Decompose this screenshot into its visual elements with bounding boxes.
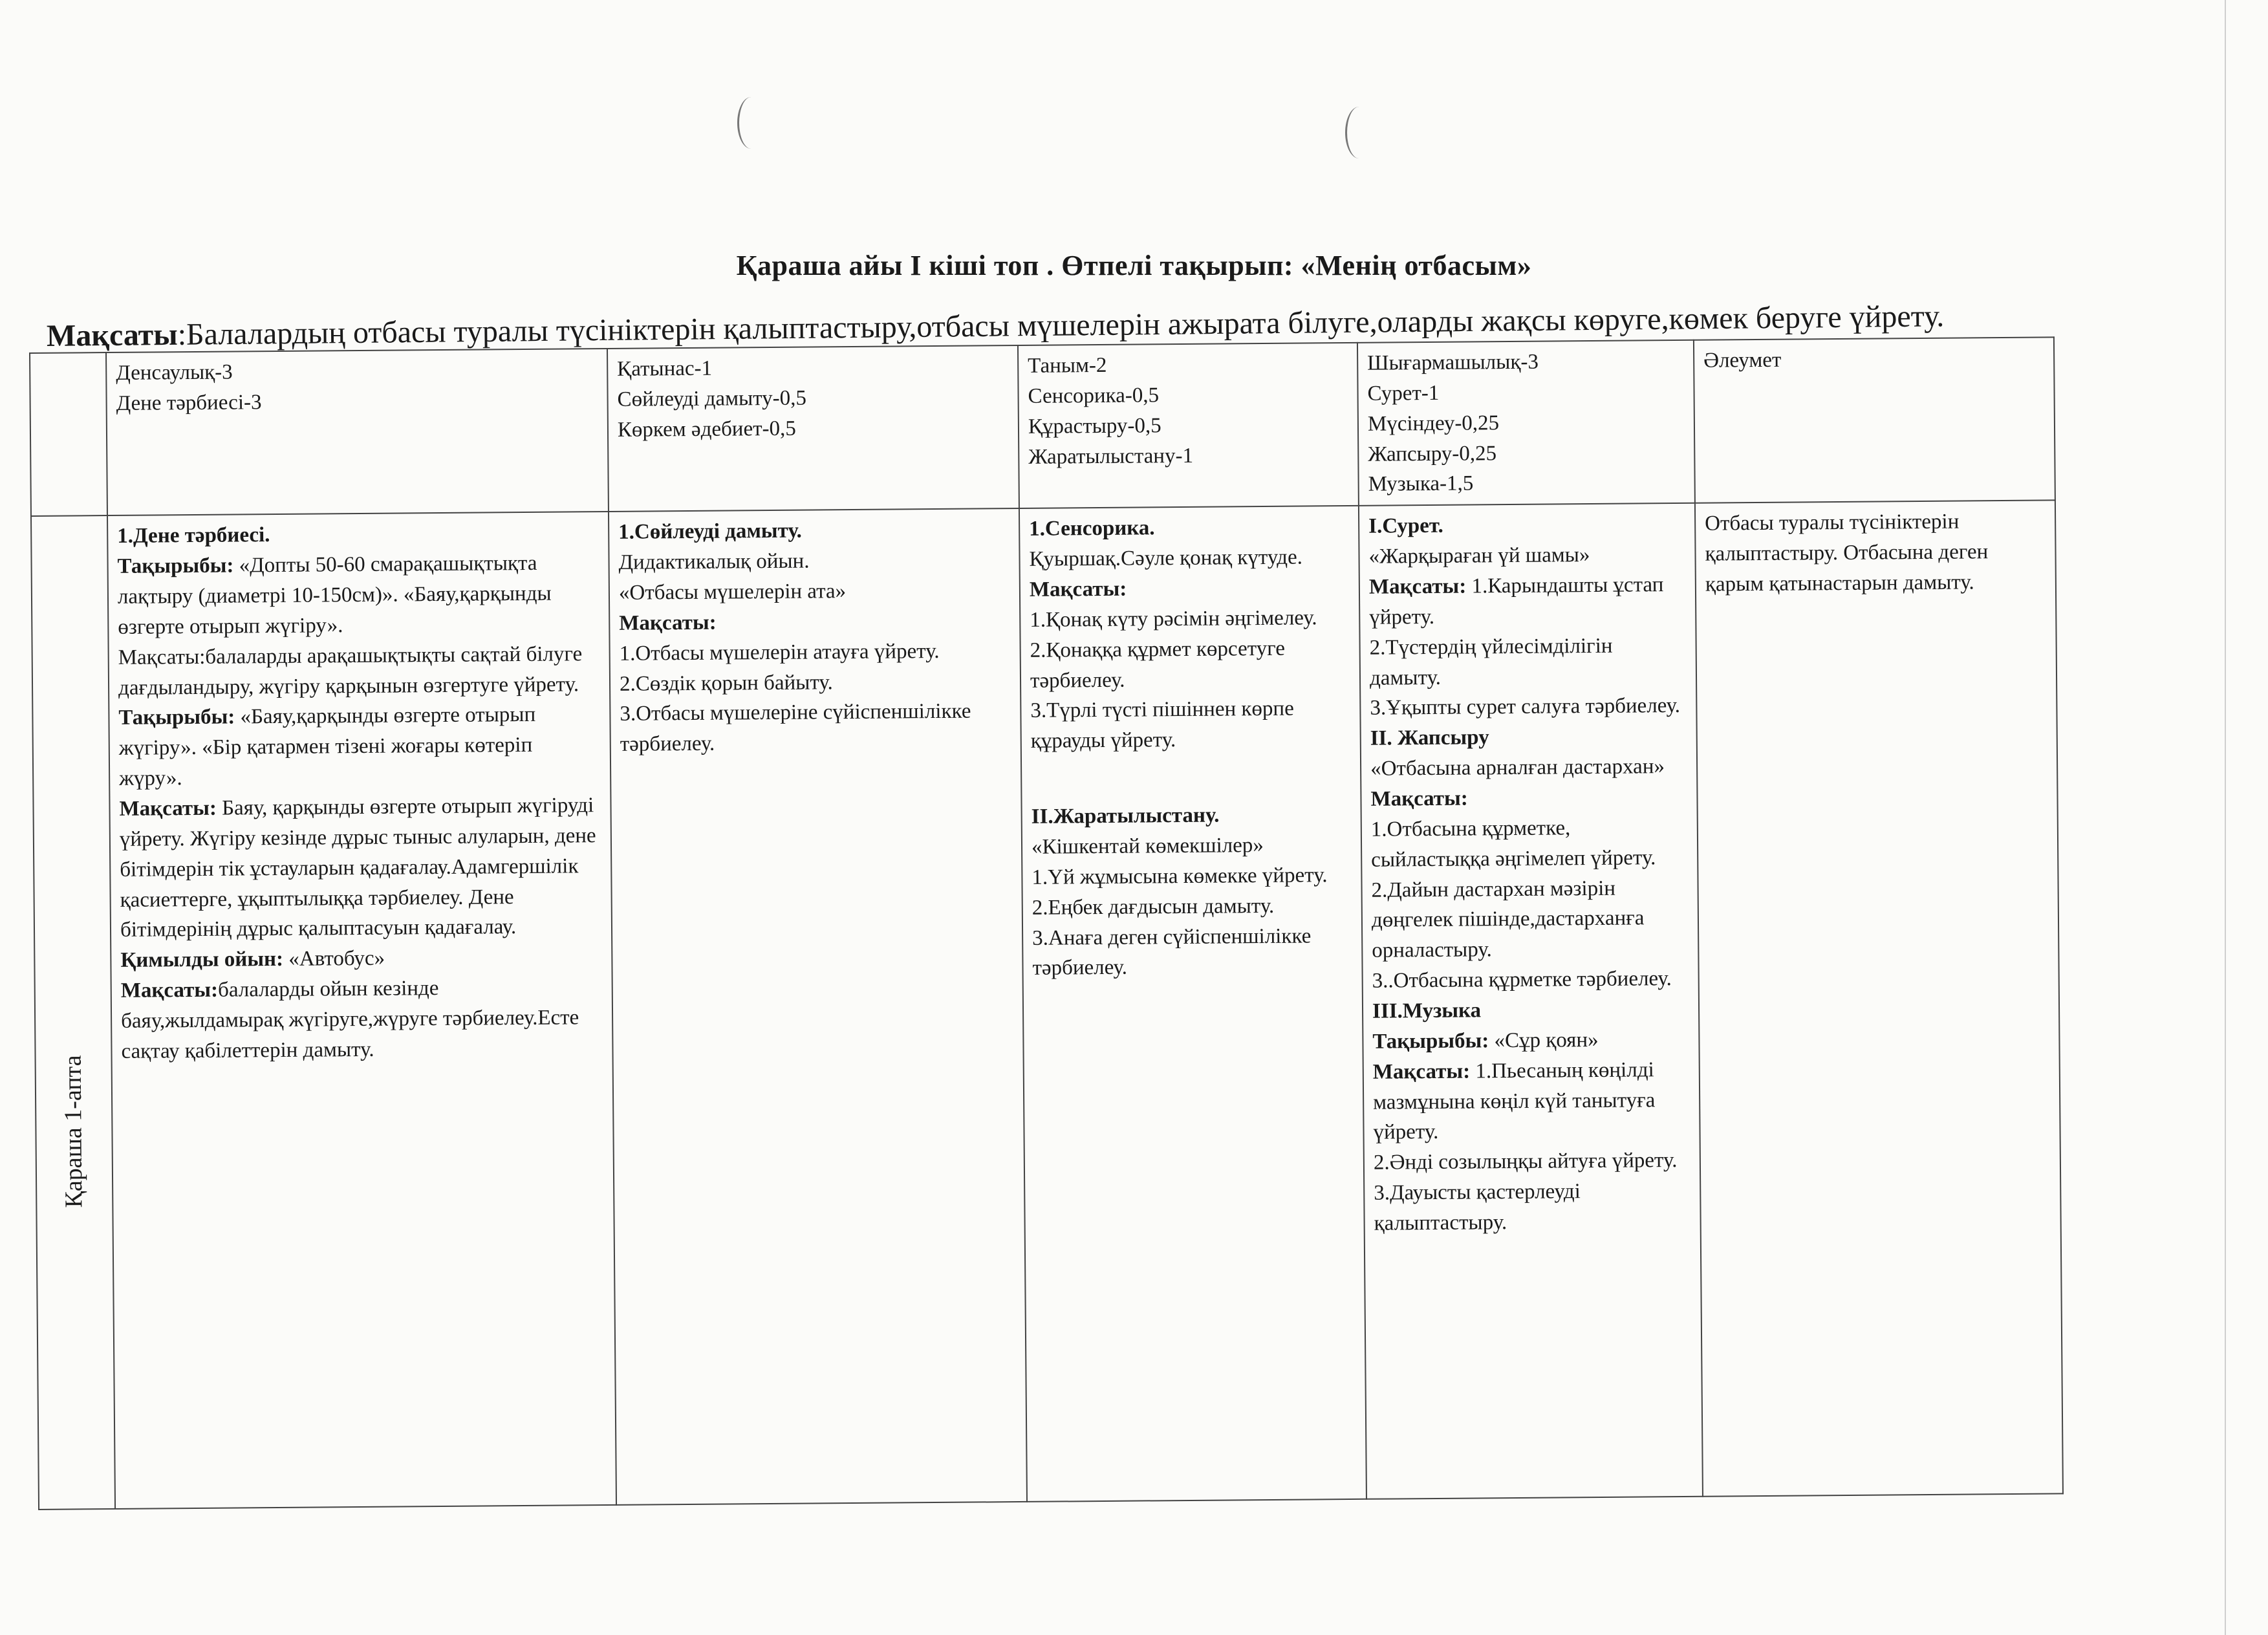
cell-art-music: І.Сурет. «Жарқыраған үй шамы» Мақсаты: 1.Карындашты ұстап үйрету. 2.Түстердің үйлесімділігін дамыту. 3.Ұқыпты сурет салуға тәрбиелеу. ІІ. Жапсыру «Отбасына арналған дастархан» Мақсаты: 1.Отбасына құрметке, сыйластыққа әңгімелеп үйрету. 2.Дайын дастархан мәзірін дөңгелек пішінде,дастарханға орналастыру. 3..Отбасына құрметке тәрбиелеу. ІІІ.Музыка Тақырыбы: «Сұр қоян» Мақсаты: 1.Пьесаның көңілді мазмұнына көңіл күй танытуға үйрету. 2.Әнді созылыңқы айтуға үйрету. 3.Дауысты қастерлеуді қалыптастыру. <box>1359 503 1703 1499</box>
plan-goal-label: Мақсаты <box>46 317 178 353</box>
cell-social: Отбасы туралы түсініктерін қалыптастыру. Отбасына деген қарым қатынастарын дамыту. <box>1695 501 2063 1497</box>
week-row <box>31 501 2063 1510</box>
header-health: Денсаулық-3 Дене тәрбиесі-3 <box>106 349 609 515</box>
page-title: Қараша айы І кіші топ . Өтпелі тақырып: «Менің отбасым» <box>736 250 1532 281</box>
punch-hole-right <box>1345 107 1373 158</box>
week-label: Қараша 1-апта <box>59 1055 88 1208</box>
cell-sensory-nature: 1.Сенсорика. Қуыршақ.Сәуле қонақ күтуде. Мақсаты: 1.Қонақ күту рәсімін әңгімелеу. 2.Қонаққа құрмет көрсетуге тәрбиелеу. 3.Түрлі түсті пішіннен көрпе құрауды үйрету. ІІ.Жаратылыстану. «Кішкентай көмекшілер» 1.Үй жұмысына көмекке үйрету. 2.Еңбек дағдысын дамыту. 3.Анаға деген сүйіспеншілікке тәрбиелеу. <box>1019 506 1366 1502</box>
header-row <box>30 337 2055 516</box>
cell-speech-development: 1.Сөйлеуді дамыту. Дидактикалық ойын. «Отбасы мүшелерін ата» Мақсаты: 1.Отбасы мүшелерін атауға үйрету. 2.Сөздік қорын байыту. 3.Отбасы мүшелеріне сүйіспеншілікке тәрбиелеу. <box>609 508 1027 1505</box>
plan-goal-text: :Балалардың отбасы туралы түсініктерін қалыптастыру,отбасы мүшелерін ажырата білуге,оларды жақсы көруге,көмек беруге үйрету. <box>177 299 1945 352</box>
header-cognition: Таным-2 Сенсорика-0,5 Құрастыру-0,5 Жаратылыстану-1 <box>1018 343 1359 508</box>
header-social: Әлеумет <box>1694 337 2055 503</box>
weekly-plan-table <box>29 336 2062 1510</box>
punch-hole-left <box>737 97 765 149</box>
header-communication: Қатынас-1 Сөйлеуді дамыту-0,5 Көркем әдебиет-0,5 <box>607 345 1019 512</box>
corner-cell <box>30 352 107 516</box>
week-cell <box>31 515 115 1510</box>
page-edge <box>2225 0 2226 1635</box>
cell-physical-education: 1.Дене тәрбиесі. Тақырыбы: «Допты 50-60 смарақашықтықта лақтыру (диаметрі 10-150см)». «Баяу,қарқынды өзгерте отырып жүгіру». Мақсаты:балаларды арақашықтықты сақтай білуге дағдыландыру, жүгіру қарқынын өзгертуге үйрету. Тақырыбы: «Баяу,қарқынды өзгерте отырып жүгіру». «Бір қатармен тізені жоғары көтеріп жүру». Мақсаты: Баяу, қарқынды өзгерте отырып жүгіруді үйрету. Жүгіру кезінде дұрыс тыныс алуларын, дене бітімдерін тік ұстауларын қадағалау.Адамгершілік қасиеттерге, ұқыптылыққа тәрбиелеу. Дене бітімдерінің дұрыс қалыптасуын қадағалау. Қимылды ойын: «Автобус» Мақсаты:балаларды ойын кезінде баяу,жылдамырақ жүгіруге,жүруге тәрбиелеу.Есте сақтау қабілеттерін дамыту. <box>107 512 616 1509</box>
header-creativity: Шығармашылық-3 Сурет-1 Мүсіндеу-0,25 Жапсыру-0,25 Музыка-1,5 <box>1357 340 1695 506</box>
